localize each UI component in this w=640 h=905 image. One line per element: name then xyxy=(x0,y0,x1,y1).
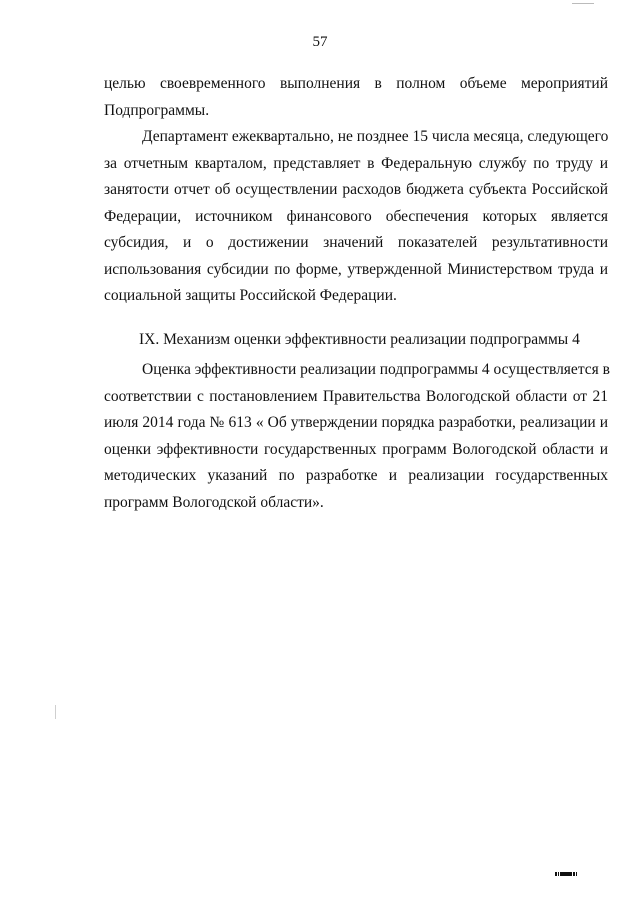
paragraph-department-report xyxy=(104,124,608,310)
text-line: за отчетным кварталом, представляет в Федеральную службу по труду и xyxy=(104,154,608,172)
text-line: Подпрограммы. xyxy=(104,101,210,119)
text-line: июля 2014 года № 613 « Об утверждении порядка разработки, реализации и xyxy=(104,414,608,431)
text-line: использования субсидии по форме, утвержденной Министерством труда и xyxy=(104,260,608,278)
text-line: оценки эффективности государственных программ Вологодской области и xyxy=(104,440,608,458)
section-heading: IX. Механизм оценки эффективности реализации подпрограммы 4 xyxy=(139,331,580,348)
scan-barcode-mark xyxy=(555,871,581,877)
scan-margin-artifact xyxy=(55,705,56,719)
text-line: субсидия, и о достижении значений показателей результативности xyxy=(104,234,608,251)
text-line: соответствии с постановлением Правительства Вологодской области от 21 xyxy=(104,387,608,405)
page-number: 57 xyxy=(312,34,328,50)
text-line: Департамент ежеквартально, не позднее 15 числа месяца, следующего xyxy=(142,128,609,145)
text-line: занятости отчет об осуществлении расходов бюджета субъекта Российской xyxy=(104,181,608,198)
paragraph-evaluation xyxy=(104,357,608,516)
text-line: программ Вологодской области». xyxy=(104,493,324,511)
scan-corner-mark xyxy=(572,0,594,4)
paragraph-continuation xyxy=(104,71,608,124)
text-line: социальной защиты Российской Федерации. xyxy=(104,287,397,304)
text-line: Федерации, источником финансового обеспечения которых является xyxy=(104,207,608,225)
text-line: целью своевременного выполнения в полном объеме мероприятий xyxy=(104,75,608,92)
text-line: Оценка эффективности реализации подпрограммы 4 осуществляется в xyxy=(142,361,610,378)
text-line: методических указаний по разработке и реализации государственных xyxy=(104,467,608,484)
